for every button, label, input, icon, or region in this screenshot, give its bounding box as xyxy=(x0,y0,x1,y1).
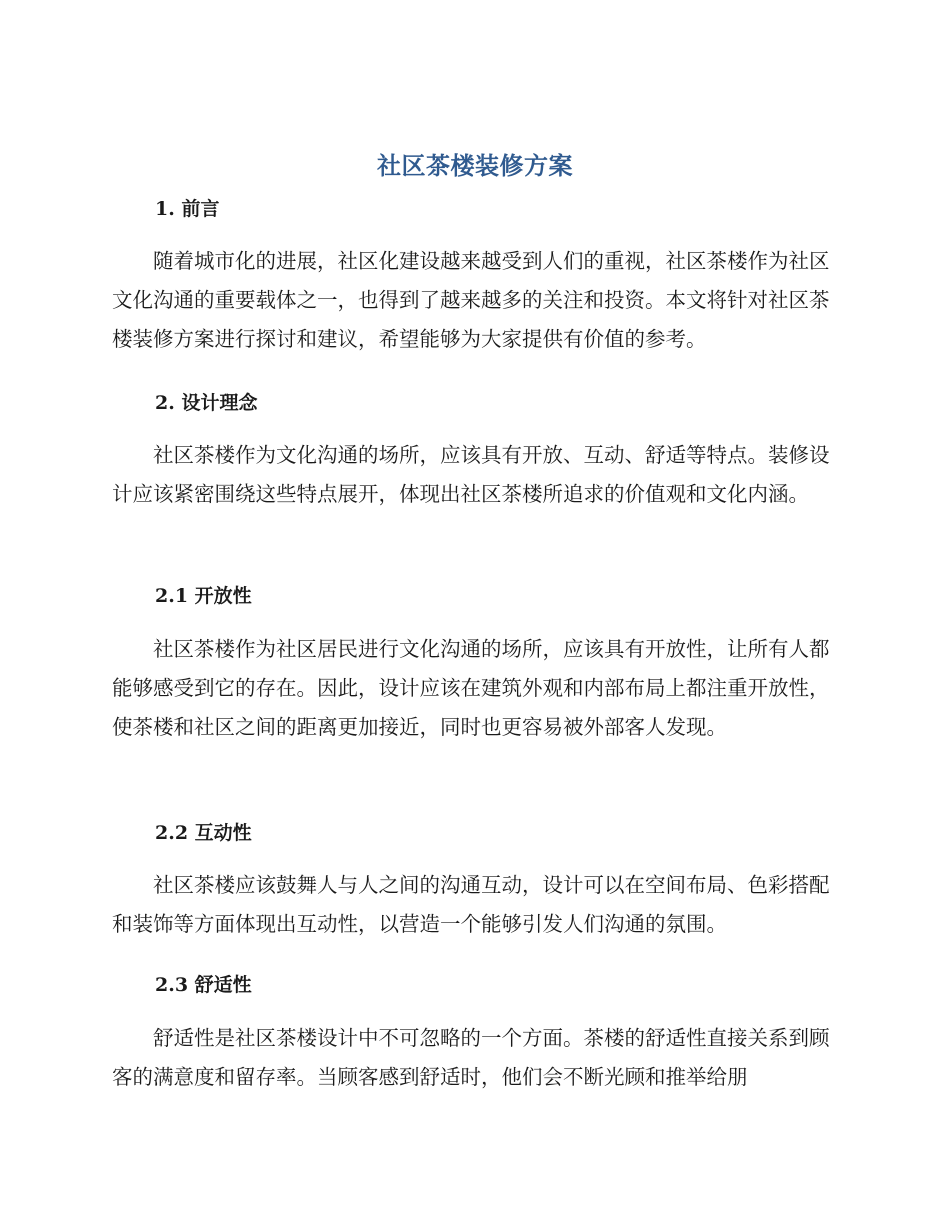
section-heading-design-concept: 2. 设计理念 xyxy=(155,392,258,414)
section-heading-comfort: 2.3 舒适性 xyxy=(155,974,252,996)
section-heading-openness: 2.1 开放性 xyxy=(155,585,252,607)
section-paragraph-comfort: 舒适性是社区茶楼设计中不可忽略的一个方面。茶楼的舒适性直接关系到顾客的满意度和留存率。当顾客感到舒适时，他们会不断光顾和推举给朋 xyxy=(112,1026,830,1089)
document-title: 社区茶楼装修方案 xyxy=(377,151,573,180)
section-paragraph-openness: 社区茶楼作为社区居民进行文化沟通的场所，应该具有开放性，让所有人都能够感受到它的存在。因此，设计应该在建筑外观和内部布局上都注重开放性，使茶楼和社区之间的距离更加接近，同时也更容易被外部客人发现。 xyxy=(112,637,830,739)
section-paragraph-design-concept: 社区茶楼作为文化沟通的场所，应该具有开放、互动、舒适等特点。装修设计应该紧密围绕这些特点展开，体现出社区茶楼所追求的价值观和文化内涵。 xyxy=(112,443,830,506)
section-paragraph-interactivity: 社区茶楼应该鼓舞人与人之间的沟通互动，设计可以在空间布局、色彩搭配和装饰等方面体现出互动性，以营造一个能够引发人们沟通的氛围。 xyxy=(112,873,830,936)
section-heading-preface: 1. 前言 xyxy=(155,198,220,220)
section-paragraph-preface: 随着城市化的进展，社区化建设越来越受到人们的重视，社区茶楼作为社区文化沟通的重要载体之一，也得到了越来越多的关注和投资。本文将针对社区茶楼装修方案进行探讨和建议，希望能够为大家提供有价值的参考。 xyxy=(112,249,830,351)
section-heading-interactivity: 2.2 互动性 xyxy=(155,822,252,844)
